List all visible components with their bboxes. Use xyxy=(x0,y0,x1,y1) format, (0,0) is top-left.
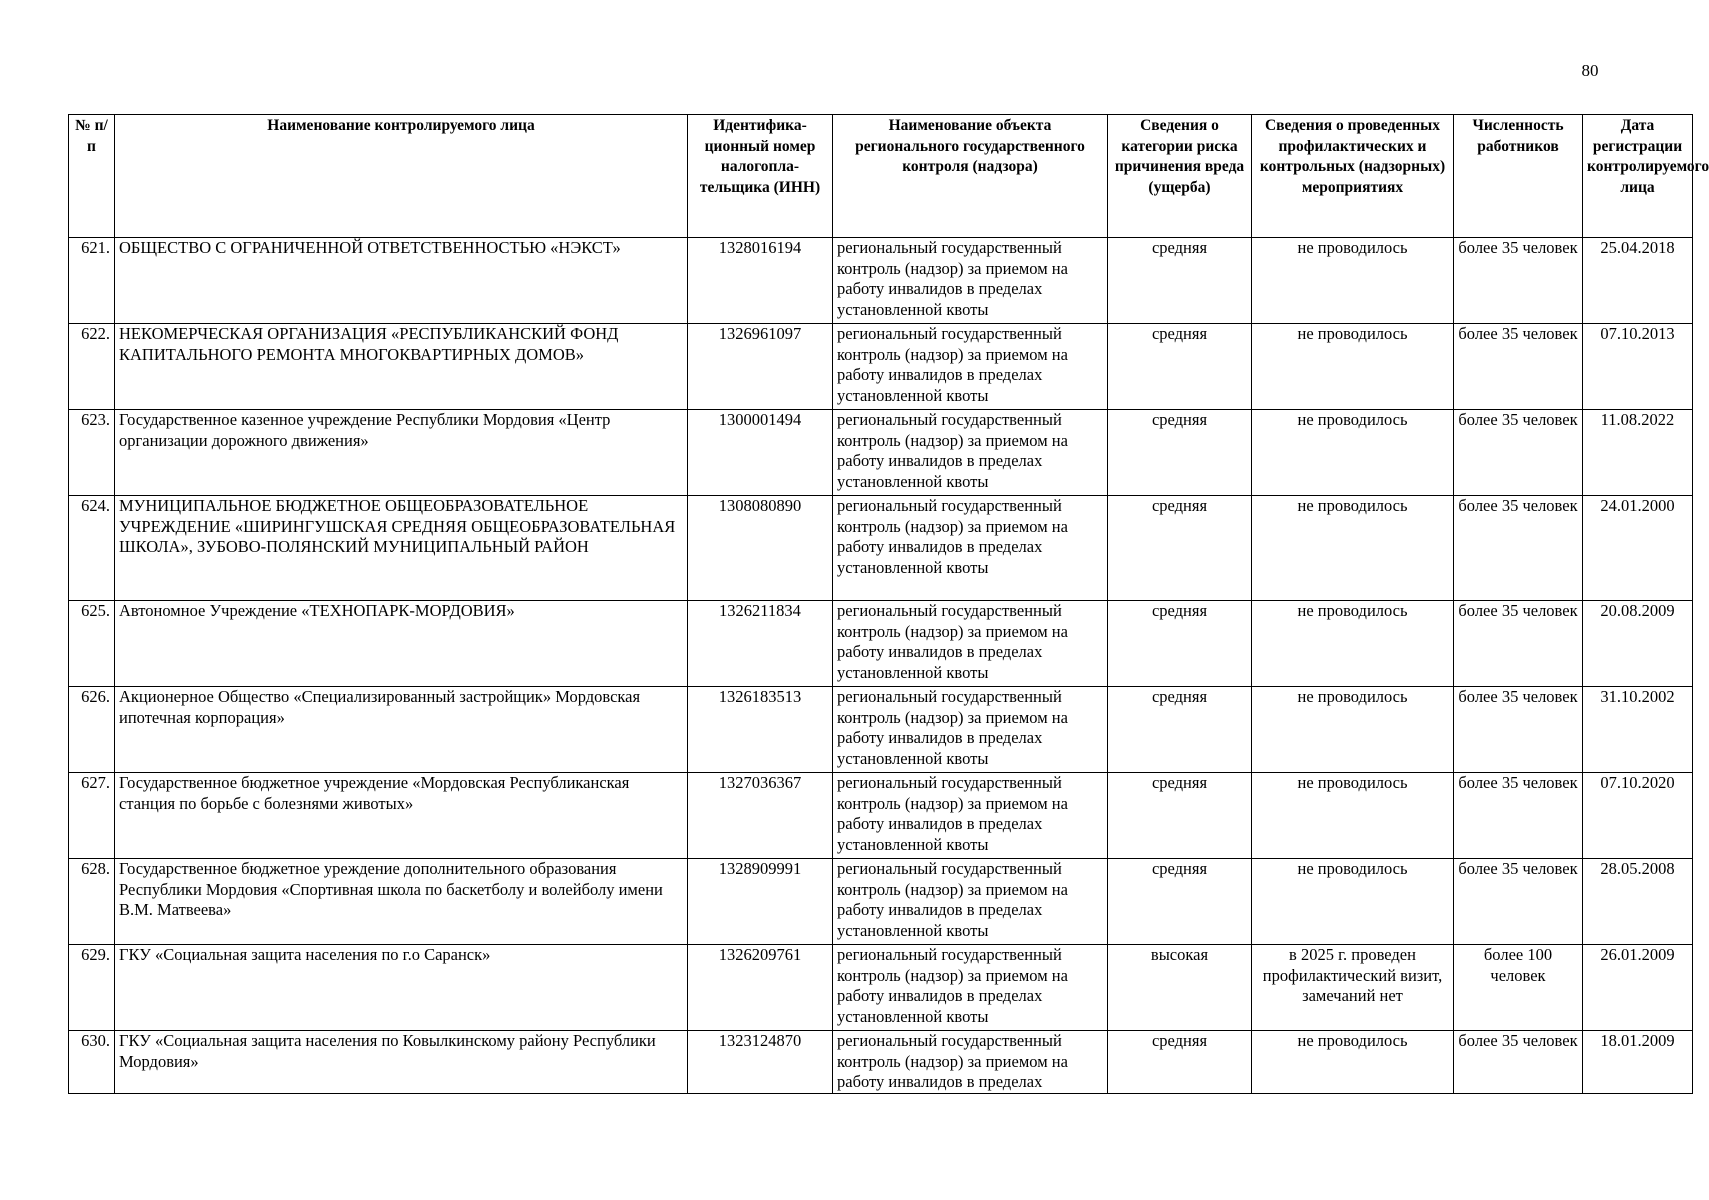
row-inn: 1323124870 xyxy=(688,1031,833,1094)
row-num: 624. xyxy=(69,496,115,601)
header-object: Наименование объекта регионального государственного контроля (надзора) xyxy=(833,115,1108,238)
table-row xyxy=(69,859,1693,945)
row-inn: 1308080890 xyxy=(688,496,833,601)
row-risk: средняя xyxy=(1108,238,1252,324)
row-num: 628. xyxy=(69,859,115,945)
row-risk: средняя xyxy=(1108,1031,1252,1094)
row-name: Государственное бюджетное учреждение «Мордовская Республиканская станция по борьбе с болезнями животых» xyxy=(115,773,688,859)
row-object: региональный государственный контроль (надзор) за приемом на работу инвалидов в пределах установленной квоты xyxy=(833,238,1108,324)
row-name: ГКУ «Социальная защита населения по Ковылкинскому району Республики Мордовия» xyxy=(115,1031,688,1094)
row-staff: более 35 человек xyxy=(1454,687,1583,773)
row-num: 627. xyxy=(69,773,115,859)
table-row xyxy=(69,1031,1693,1094)
row-inn: 1327036367 xyxy=(688,773,833,859)
row-name: Автономное Учреждение «ТЕХНОПАРК-МОРДОВИЯ» xyxy=(115,601,688,687)
row-num: 625. xyxy=(69,601,115,687)
row-risk: средняя xyxy=(1108,859,1252,945)
table-header xyxy=(69,115,1709,238)
row-events: не проводилось xyxy=(1252,238,1454,324)
row-events: не проводилось xyxy=(1252,496,1454,601)
table-row xyxy=(69,496,1693,601)
row-inn: 1326183513 xyxy=(688,687,833,773)
row-risk: средняя xyxy=(1108,601,1252,687)
table-body xyxy=(69,238,1693,1094)
table-row xyxy=(69,773,1693,859)
table-row xyxy=(69,601,1693,687)
row-num: 626. xyxy=(69,687,115,773)
row-inn: 1328909991 xyxy=(688,859,833,945)
row-events: не проводилось xyxy=(1252,687,1454,773)
page-number: 80 xyxy=(1581,61,1599,80)
row-staff: более 35 человек xyxy=(1454,773,1583,859)
row-date: 18.01.2009 xyxy=(1583,1031,1693,1094)
row-name: Государственное казенное учреждение Республики Мордовия «Центр организации дорожного движения» xyxy=(115,410,688,496)
row-name: Акционерное Общество «Специализированный застройщик» Мордовская ипотечная корпорация» xyxy=(115,687,688,773)
row-inn: 1326209761 xyxy=(688,945,833,1031)
table-row xyxy=(69,410,1693,496)
row-object: региональный государственный контроль (надзор) за приемом на работу инвалидов в пределах установленной квоты xyxy=(833,410,1108,496)
row-date: 11.08.2022 xyxy=(1583,410,1693,496)
row-date: 25.04.2018 xyxy=(1583,238,1693,324)
row-object: региональный государственный контроль (надзор) за приемом на работу инвалидов в пределах установленной квоты xyxy=(833,859,1108,945)
row-num: 621. xyxy=(69,238,115,324)
row-name: ОБЩЕСТВО С ОГРАНИЧЕННОЙ ОТВЕТСТВЕННОСТЬЮ «НЭКСТ» xyxy=(115,238,688,324)
row-risk: средняя xyxy=(1108,687,1252,773)
table-row xyxy=(69,238,1693,324)
row-date: 26.01.2009 xyxy=(1583,945,1693,1031)
row-object: региональный государственный контроль (надзор) за приемом на работу инвалидов в пределах установленной квоты xyxy=(833,773,1108,859)
row-inn: 1326961097 xyxy=(688,324,833,410)
header-staff: Численность работников xyxy=(1454,115,1583,238)
row-staff: более 35 человек xyxy=(1454,1031,1583,1094)
row-staff: более 35 человек xyxy=(1454,410,1583,496)
row-events: не проводилось xyxy=(1252,601,1454,687)
table-row xyxy=(69,945,1693,1031)
row-staff: более 100 человек xyxy=(1454,945,1583,1031)
header-date: Дата регистрации контролируемого лица xyxy=(1583,115,1693,238)
row-name: ГКУ «Социальная защита населения по г.о Саранск» xyxy=(115,945,688,1031)
header-num: № п/п xyxy=(69,115,115,238)
row-risk: высокая xyxy=(1108,945,1252,1031)
header-row xyxy=(69,115,1693,238)
row-num: 622. xyxy=(69,324,115,410)
row-inn: 1326211834 xyxy=(688,601,833,687)
row-object: региональный государственный контроль (надзор) за приемом на работу инвалидов в пределах установленной квоты xyxy=(833,945,1108,1031)
row-date: 31.10.2002 xyxy=(1583,687,1693,773)
row-object: региональный государственный контроль (надзор) за приемом на работу инвалидов в пределах установленной квоты xyxy=(833,496,1108,601)
row-date: 07.10.2013 xyxy=(1583,324,1693,410)
row-num: 629. xyxy=(69,945,115,1031)
row-staff: более 35 человек xyxy=(1454,496,1583,601)
row-risk: средняя xyxy=(1108,324,1252,410)
row-object: региональный государственный контроль (надзор) за приемом на работу инвалидов в пределах установленной квоты xyxy=(833,324,1108,410)
registry-table xyxy=(68,114,1709,1094)
row-risk: средняя xyxy=(1108,773,1252,859)
row-inn: 1328016194 xyxy=(688,238,833,324)
row-name: Государственное бюджетное уреждение дополнительного образования Республики Мордовия «Спортивная школа по баскетболу и волейболу имени В.М. Матвеева» xyxy=(115,859,688,945)
row-risk: средняя xyxy=(1108,410,1252,496)
row-object: региональный государственный контроль (надзор) за приемом на работу инвалидов в пределах xyxy=(833,1031,1108,1094)
row-inn: 1300001494 xyxy=(688,410,833,496)
row-events: в 2025 г. проведен профилактический визит, замечаний нет xyxy=(1252,945,1454,1031)
row-date: 24.01.2000 xyxy=(1583,496,1693,601)
row-events: не проводилось xyxy=(1252,410,1454,496)
row-object: региональный государственный контроль (надзор) за приемом на работу инвалидов в пределах установленной квоты xyxy=(833,687,1108,773)
table-row xyxy=(69,324,1693,410)
row-name: НЕКОМЕРЧЕСКАЯ ОРГАНИЗАЦИЯ «РЕСПУБЛИКАНСКИЙ ФОНД КАПИТАЛЬНОГО РЕМОНТА МНОГОКВАРТИРНЫХ ДОМОВ» xyxy=(115,324,688,410)
row-events: не проводилось xyxy=(1252,859,1454,945)
row-staff: более 35 человек xyxy=(1454,238,1583,324)
row-events: не проводилось xyxy=(1252,324,1454,410)
row-staff: более 35 человек xyxy=(1454,859,1583,945)
row-date: 28.05.2008 xyxy=(1583,859,1693,945)
row-num: 623. xyxy=(69,410,115,496)
header-events: Сведения о проведенных профилактических и контрольных (надзорных) мероприятиях xyxy=(1252,115,1454,238)
row-events: не проводилось xyxy=(1252,1031,1454,1094)
row-object: региональный государственный контроль (надзор) за приемом на работу инвалидов в пределах установленной квоты xyxy=(833,601,1108,687)
row-name: МУНИЦИПАЛЬНОЕ БЮДЖЕТНОЕ ОБЩЕОБРАЗОВАТЕЛЬНОЕ УЧРЕЖДЕНИЕ «ШИРИНГУШСКАЯ СРЕДНЯЯ ОБЩЕОБРАЗОВАТЕЛЬНАЯ ШКОЛА», ЗУБОВО-ПОЛЯНСКИЙ МУНИЦИПАЛЬНЫЙ РАЙОН xyxy=(115,496,688,601)
header-inn: Идентифика-ционный номер налогопла-тельщика (ИНН) xyxy=(688,115,833,238)
row-date: 20.08.2009 xyxy=(1583,601,1693,687)
row-num: 630. xyxy=(69,1031,115,1094)
row-events: не проводилось xyxy=(1252,773,1454,859)
row-risk: средняя xyxy=(1108,496,1252,601)
row-date: 07.10.2020 xyxy=(1583,773,1693,859)
header-risk: Сведения о категории риска причинения вреда (ущерба) xyxy=(1108,115,1252,238)
header-name: Наименование контролируемого лица xyxy=(115,115,688,238)
table-row xyxy=(69,687,1693,773)
row-staff: более 35 человек xyxy=(1454,601,1583,687)
row-staff: более 35 человек xyxy=(1454,324,1583,410)
